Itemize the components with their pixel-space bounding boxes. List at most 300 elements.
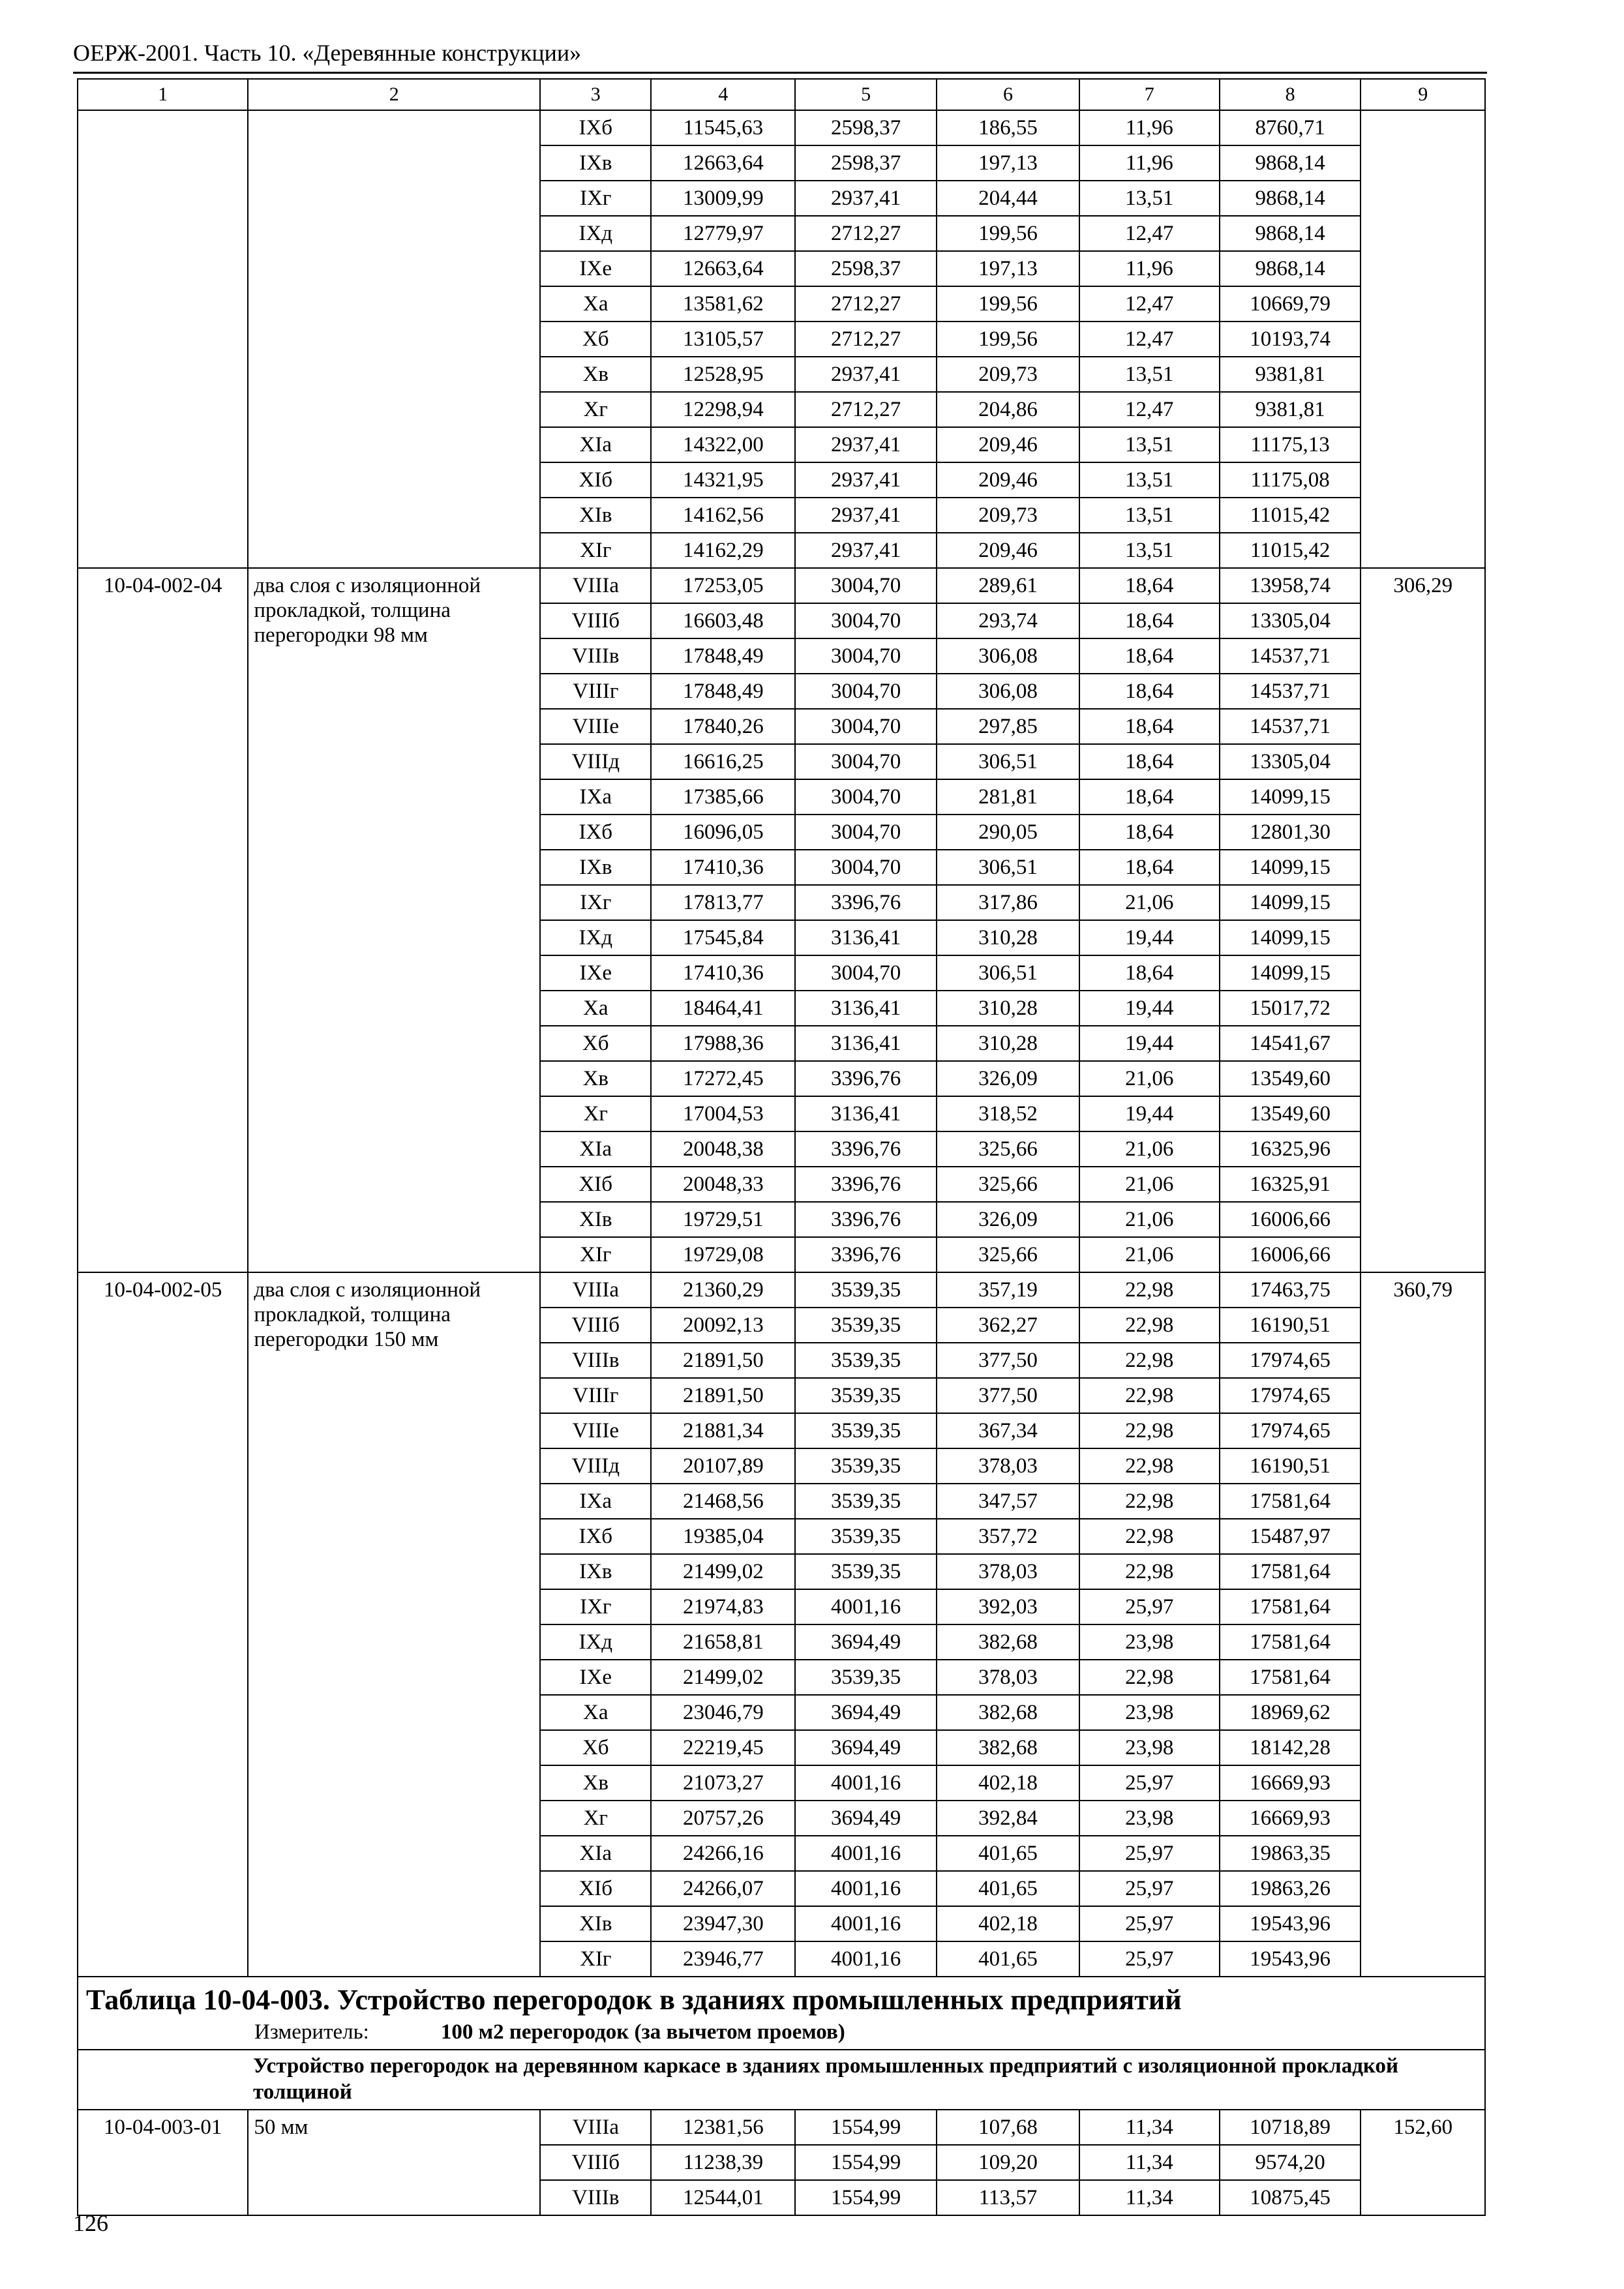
materials-cost: 10718,89 — [1220, 2110, 1361, 2145]
machinist-wage: 19,44 — [1079, 991, 1220, 1026]
total-cost: 24266,16 — [651, 1836, 795, 1871]
table-caption-row — [78, 1977, 1485, 2050]
machine-cost: 209,46 — [937, 462, 1079, 498]
total-cost: 23046,79 — [651, 1695, 795, 1730]
total-cost: 21468,56 — [651, 1484, 795, 1519]
region-code: XIб — [540, 1871, 651, 1906]
total-cost: 17272,45 — [651, 1061, 795, 1096]
materials-cost: 10193,74 — [1220, 322, 1361, 357]
machinist-wage: 13,51 — [1079, 533, 1220, 568]
region-code: IXв — [540, 1554, 651, 1589]
machine-cost: 392,84 — [937, 1801, 1079, 1836]
total-cost: 20092,13 — [651, 1308, 795, 1343]
region-code: Xг — [540, 1801, 651, 1836]
unaccounted-price: 152,60 — [1361, 2110, 1485, 2215]
labor-cost: 2712,27 — [795, 286, 937, 322]
machinist-wage: 22,98 — [1079, 1308, 1220, 1343]
table-row — [78, 110, 1485, 145]
machine-cost: 306,51 — [937, 955, 1079, 991]
rate-code: 10-04-002-05 — [78, 1272, 248, 1977]
materials-cost: 15017,72 — [1220, 991, 1361, 1026]
materials-cost: 17581,64 — [1220, 1554, 1361, 1589]
table-subtitle: Устройство перегородок на деревянном каркасе в зданиях промышленных предприятий с изоляционной прокладкой толщиной — [78, 2050, 1485, 2110]
total-cost: 21658,81 — [651, 1624, 795, 1660]
machinist-wage: 22,98 — [1079, 1343, 1220, 1378]
region-code: VIIIб — [540, 2145, 651, 2180]
materials-cost: 17581,64 — [1220, 1660, 1361, 1695]
materials-cost: 9868,14 — [1220, 251, 1361, 286]
materials-cost: 14099,15 — [1220, 850, 1361, 885]
machine-cost: 209,46 — [937, 533, 1079, 568]
machine-cost: 310,28 — [937, 920, 1079, 955]
machinist-wage: 11,34 — [1079, 2110, 1220, 2145]
labor-cost: 3004,70 — [795, 850, 937, 885]
rate-description — [248, 110, 540, 568]
machinist-wage: 21,06 — [1079, 1202, 1220, 1237]
labor-cost: 3004,70 — [795, 815, 937, 850]
machine-cost: 326,09 — [937, 1061, 1079, 1096]
total-cost: 21499,02 — [651, 1554, 795, 1589]
labor-cost: 3539,35 — [795, 1413, 937, 1448]
region-code: IXе — [540, 251, 651, 286]
materials-cost: 17974,65 — [1220, 1378, 1361, 1413]
region-code: XIб — [540, 462, 651, 498]
machinist-wage: 22,98 — [1079, 1660, 1220, 1695]
labor-cost: 2937,41 — [795, 498, 937, 533]
materials-cost: 9868,14 — [1220, 145, 1361, 181]
region-code: Xв — [540, 357, 651, 392]
total-cost: 14322,00 — [651, 427, 795, 462]
machinist-wage: 22,98 — [1079, 1554, 1220, 1589]
materials-cost: 16669,93 — [1220, 1801, 1361, 1836]
region-code: VIIIг — [540, 1378, 651, 1413]
machinist-wage: 23,98 — [1079, 1801, 1220, 1836]
materials-cost: 11015,42 — [1220, 533, 1361, 568]
machinist-wage: 23,98 — [1079, 1730, 1220, 1765]
machinist-wage: 11,34 — [1079, 2145, 1220, 2180]
machine-cost: 402,18 — [937, 1906, 1079, 1941]
labor-cost: 3004,70 — [795, 779, 937, 815]
region-code: XIг — [540, 1941, 651, 1977]
column-header: 1 — [78, 79, 248, 110]
region-code: VIIIа — [540, 568, 651, 603]
machinist-wage: 11,96 — [1079, 110, 1220, 145]
labor-cost: 3396,76 — [795, 1237, 937, 1272]
materials-cost: 19543,96 — [1220, 1941, 1361, 1977]
table-title: Таблица 10-04-003. Устройство перегородок в зданиях промышленных предприятий — [86, 1984, 1182, 2016]
total-cost: 20757,26 — [651, 1801, 795, 1836]
labor-cost: 3694,49 — [795, 1695, 937, 1730]
materials-cost: 14537,71 — [1220, 638, 1361, 674]
materials-cost: 15487,97 — [1220, 1519, 1361, 1554]
machinist-wage: 13,51 — [1079, 462, 1220, 498]
machine-cost: 306,08 — [937, 638, 1079, 674]
machine-cost: 401,65 — [937, 1941, 1079, 1977]
labor-cost: 1554,99 — [795, 2145, 937, 2180]
region-code: Xа — [540, 286, 651, 322]
materials-cost: 14099,15 — [1220, 920, 1361, 955]
labor-cost: 3539,35 — [795, 1519, 937, 1554]
machine-cost: 378,03 — [937, 1448, 1079, 1484]
total-cost: 17385,66 — [651, 779, 795, 815]
labor-cost: 2712,27 — [795, 322, 937, 357]
column-header: 2 — [248, 79, 540, 110]
total-cost: 19729,51 — [651, 1202, 795, 1237]
labor-cost: 3136,41 — [795, 991, 937, 1026]
materials-cost: 17974,65 — [1220, 1413, 1361, 1448]
labor-cost: 3539,35 — [795, 1378, 937, 1413]
machinist-wage: 13,51 — [1079, 357, 1220, 392]
region-code: XIв — [540, 1202, 651, 1237]
labor-cost: 2598,37 — [795, 145, 937, 181]
materials-cost: 9868,14 — [1220, 181, 1361, 216]
total-cost: 21360,29 — [651, 1272, 795, 1308]
total-cost: 14321,95 — [651, 462, 795, 498]
region-code: VIIIд — [540, 1448, 651, 1484]
labor-cost: 2712,27 — [795, 392, 937, 427]
total-cost: 12544,01 — [651, 2180, 795, 2215]
region-code: XIв — [540, 1906, 651, 1941]
total-cost: 19385,04 — [651, 1519, 795, 1554]
machinist-wage: 11,34 — [1079, 2180, 1220, 2215]
total-cost: 11545,63 — [651, 110, 795, 145]
region-code: VIIIа — [540, 1272, 651, 1308]
materials-cost: 17974,65 — [1220, 1343, 1361, 1378]
column-header: 4 — [651, 79, 795, 110]
machine-cost: 362,27 — [937, 1308, 1079, 1343]
region-code: IXа — [540, 779, 651, 815]
machine-cost: 347,57 — [937, 1484, 1079, 1519]
region-code: Xа — [540, 1695, 651, 1730]
machine-cost: 317,86 — [937, 885, 1079, 920]
machinist-wage: 18,64 — [1079, 674, 1220, 709]
region-code: Xв — [540, 1061, 651, 1096]
total-cost: 18464,41 — [651, 991, 795, 1026]
materials-cost: 8760,71 — [1220, 110, 1361, 145]
machinist-wage: 18,64 — [1079, 709, 1220, 744]
region-code: IXд — [540, 216, 651, 251]
labor-cost: 4001,16 — [795, 1589, 937, 1624]
machinist-wage: 19,44 — [1079, 1096, 1220, 1131]
units-line — [83, 2018, 1479, 2049]
page-header-title: ОЕРЖ-2001. Часть 10. «Деревянные конструкции» — [73, 40, 582, 66]
machinist-wage: 18,64 — [1079, 638, 1220, 674]
units-label: Измеритель: — [254, 2020, 369, 2044]
materials-cost: 13958,74 — [1220, 568, 1361, 603]
labor-cost: 3539,35 — [795, 1272, 937, 1308]
total-cost: 23946,77 — [651, 1941, 795, 1977]
total-cost: 21499,02 — [651, 1660, 795, 1695]
labor-cost: 3539,35 — [795, 1484, 937, 1519]
machine-cost: 367,34 — [937, 1413, 1079, 1448]
total-cost: 12663,64 — [651, 251, 795, 286]
machinist-wage: 18,64 — [1079, 779, 1220, 815]
total-cost: 16603,48 — [651, 603, 795, 638]
machine-cost: 109,20 — [937, 2145, 1079, 2180]
rate-code: 10-04-003-01 — [78, 2110, 248, 2215]
region-code: XIа — [540, 427, 651, 462]
region-code: VIIIд — [540, 744, 651, 779]
machinist-wage: 18,64 — [1079, 603, 1220, 638]
total-cost: 21073,27 — [651, 1765, 795, 1801]
labor-cost: 3004,70 — [795, 568, 937, 603]
machine-cost: 310,28 — [937, 1026, 1079, 1061]
labor-cost: 3539,35 — [795, 1554, 937, 1589]
machinist-wage: 13,51 — [1079, 181, 1220, 216]
materials-cost: 19863,35 — [1220, 1836, 1361, 1871]
region-code: XIа — [540, 1836, 651, 1871]
total-cost: 17545,84 — [651, 920, 795, 955]
materials-cost: 17581,64 — [1220, 1484, 1361, 1519]
total-cost: 14162,29 — [651, 533, 795, 568]
column-header: 7 — [1079, 79, 1220, 110]
units-value: 100 м2 перегородок (за вычетом проемов) — [440, 2020, 845, 2044]
machinist-wage: 25,97 — [1079, 1765, 1220, 1801]
labor-cost: 3396,76 — [795, 1131, 937, 1167]
labor-cost: 3004,70 — [795, 603, 937, 638]
labor-cost: 3004,70 — [795, 709, 937, 744]
region-code: XIг — [540, 1237, 651, 1272]
labor-cost: 1554,99 — [795, 2110, 937, 2145]
labor-cost: 2598,37 — [795, 110, 937, 145]
rates-table-body — [78, 79, 1485, 2215]
total-cost: 20048,33 — [651, 1167, 795, 1202]
machine-cost: 197,13 — [937, 145, 1079, 181]
machine-cost: 306,51 — [937, 744, 1079, 779]
labor-cost: 4001,16 — [795, 1836, 937, 1871]
machine-cost: 293,74 — [937, 603, 1079, 638]
region-code: Xв — [540, 1765, 651, 1801]
region-code: VIIIв — [540, 638, 651, 674]
machine-cost: 209,46 — [937, 427, 1079, 462]
materials-cost: 11015,42 — [1220, 498, 1361, 533]
labor-cost: 2937,41 — [795, 427, 937, 462]
labor-cost: 1554,99 — [795, 2180, 937, 2215]
machine-cost: 297,85 — [937, 709, 1079, 744]
region-code: IXб — [540, 815, 651, 850]
total-cost: 13105,57 — [651, 322, 795, 357]
machinist-wage: 22,98 — [1079, 1413, 1220, 1448]
region-code: VIIIе — [540, 1413, 651, 1448]
materials-cost: 9381,81 — [1220, 357, 1361, 392]
total-cost: 17848,49 — [651, 674, 795, 709]
machine-cost: 392,03 — [937, 1589, 1079, 1624]
machinist-wage: 22,98 — [1079, 1484, 1220, 1519]
region-code: VIIIв — [540, 2180, 651, 2215]
materials-cost: 16190,51 — [1220, 1448, 1361, 1484]
region-code: IXб — [540, 1519, 651, 1554]
machine-cost: 310,28 — [937, 991, 1079, 1026]
total-cost: 12779,97 — [651, 216, 795, 251]
labor-cost: 2937,41 — [795, 181, 937, 216]
materials-cost: 14541,67 — [1220, 1026, 1361, 1061]
machine-cost: 318,52 — [937, 1096, 1079, 1131]
machine-cost: 325,66 — [937, 1131, 1079, 1167]
unaccounted-price: 306,29 — [1361, 568, 1485, 1272]
materials-cost: 13305,04 — [1220, 744, 1361, 779]
region-code: IXв — [540, 850, 651, 885]
machinist-wage: 12,47 — [1079, 216, 1220, 251]
machine-cost: 377,50 — [937, 1378, 1079, 1413]
total-cost: 19729,08 — [651, 1237, 795, 1272]
materials-cost: 16006,66 — [1220, 1237, 1361, 1272]
total-cost: 13009,99 — [651, 181, 795, 216]
machine-cost: 209,73 — [937, 498, 1079, 533]
region-code: IXг — [540, 181, 651, 216]
materials-cost: 14099,15 — [1220, 885, 1361, 920]
rate-description: два слоя с изоляционной прокладкой, толщина перегородки 98 мм — [248, 568, 540, 1272]
column-header: 8 — [1220, 79, 1361, 110]
machinist-wage: 21,06 — [1079, 1167, 1220, 1202]
labor-cost: 4001,16 — [795, 1765, 937, 1801]
materials-cost: 14537,71 — [1220, 674, 1361, 709]
machinist-wage: 21,06 — [1079, 885, 1220, 920]
column-header: 3 — [540, 79, 651, 110]
labor-cost: 4001,16 — [795, 1941, 937, 1977]
materials-cost: 14099,15 — [1220, 955, 1361, 991]
materials-cost: 16669,93 — [1220, 1765, 1361, 1801]
column-header: 9 — [1361, 79, 1485, 110]
machinist-wage: 22,98 — [1079, 1448, 1220, 1484]
materials-cost: 10669,79 — [1220, 286, 1361, 322]
unaccounted-price — [1361, 110, 1485, 568]
machinist-wage: 11,96 — [1079, 251, 1220, 286]
total-cost: 24266,07 — [651, 1871, 795, 1906]
labor-cost: 3004,70 — [795, 955, 937, 991]
labor-cost: 3539,35 — [795, 1448, 937, 1484]
materials-cost: 13549,60 — [1220, 1096, 1361, 1131]
labor-cost: 4001,16 — [795, 1871, 937, 1906]
labor-cost: 3136,41 — [795, 1096, 937, 1131]
machinist-wage: 18,64 — [1079, 744, 1220, 779]
region-code: IXд — [540, 1624, 651, 1660]
total-cost: 17410,36 — [651, 850, 795, 885]
region-code: XIв — [540, 498, 651, 533]
materials-cost: 14537,71 — [1220, 709, 1361, 744]
materials-cost: 11175,08 — [1220, 462, 1361, 498]
materials-cost: 17463,75 — [1220, 1272, 1361, 1308]
machinist-wage: 18,64 — [1079, 955, 1220, 991]
labor-cost: 2598,37 — [795, 251, 937, 286]
region-code: Xб — [540, 322, 651, 357]
machine-cost: 186,55 — [937, 110, 1079, 145]
machinist-wage: 23,98 — [1079, 1695, 1220, 1730]
total-cost: 13581,62 — [651, 286, 795, 322]
machinist-wage: 25,97 — [1079, 1871, 1220, 1906]
machine-cost: 382,68 — [937, 1624, 1079, 1660]
labor-cost: 3694,49 — [795, 1624, 937, 1660]
column-header: 6 — [937, 79, 1079, 110]
total-cost: 21974,83 — [651, 1589, 795, 1624]
materials-cost: 9868,14 — [1220, 216, 1361, 251]
labor-cost: 3539,35 — [795, 1308, 937, 1343]
labor-cost: 3396,76 — [795, 1167, 937, 1202]
machine-cost: 197,13 — [937, 251, 1079, 286]
total-cost: 17988,36 — [651, 1026, 795, 1061]
region-code: VIIIе — [540, 709, 651, 744]
materials-cost: 13549,60 — [1220, 1061, 1361, 1096]
machinist-wage: 19,44 — [1079, 1026, 1220, 1061]
table-row — [78, 2110, 1485, 2145]
region-code: Xа — [540, 991, 651, 1026]
total-cost: 11238,39 — [651, 2145, 795, 2180]
machinist-wage: 18,64 — [1079, 850, 1220, 885]
total-cost: 17813,77 — [651, 885, 795, 920]
total-cost: 20107,89 — [651, 1448, 795, 1484]
total-cost: 17840,26 — [651, 709, 795, 744]
machine-cost: 402,18 — [937, 1765, 1079, 1801]
machine-cost: 199,56 — [937, 322, 1079, 357]
region-code: IXд — [540, 920, 651, 955]
total-cost: 20048,38 — [651, 1131, 795, 1167]
region-code: IXб — [540, 110, 651, 145]
materials-cost: 16190,51 — [1220, 1308, 1361, 1343]
total-cost: 16616,25 — [651, 744, 795, 779]
region-code: IXа — [540, 1484, 651, 1519]
machinist-wage: 25,97 — [1079, 1836, 1220, 1871]
machine-cost: 326,09 — [937, 1202, 1079, 1237]
region-code: Xб — [540, 1730, 651, 1765]
materials-cost: 10875,45 — [1220, 2180, 1361, 2215]
table-row — [78, 568, 1485, 603]
machine-cost: 199,56 — [937, 216, 1079, 251]
column-header: 5 — [795, 79, 937, 110]
machinist-wage: 12,47 — [1079, 392, 1220, 427]
materials-cost: 19543,96 — [1220, 1906, 1361, 1941]
total-cost: 17410,36 — [651, 955, 795, 991]
machinist-wage: 19,44 — [1079, 920, 1220, 955]
materials-cost: 9574,20 — [1220, 2145, 1361, 2180]
machine-cost: 306,08 — [937, 674, 1079, 709]
total-cost: 12298,94 — [651, 392, 795, 427]
machine-cost: 281,81 — [937, 779, 1079, 815]
total-cost: 17004,53 — [651, 1096, 795, 1131]
labor-cost: 3539,35 — [795, 1660, 937, 1695]
labor-cost: 2937,41 — [795, 533, 937, 568]
region-code: VIIIа — [540, 2110, 651, 2145]
materials-cost: 17581,64 — [1220, 1589, 1361, 1624]
region-code: Xг — [540, 392, 651, 427]
labor-cost: 3136,41 — [795, 920, 937, 955]
region-code: VIIIв — [540, 1343, 651, 1378]
labor-cost: 3396,76 — [795, 1202, 937, 1237]
machine-cost: 382,68 — [937, 1695, 1079, 1730]
labor-cost: 3004,70 — [795, 638, 937, 674]
materials-cost: 16325,91 — [1220, 1167, 1361, 1202]
labor-cost: 3136,41 — [795, 1026, 937, 1061]
machine-cost: 378,03 — [937, 1554, 1079, 1589]
machinist-wage: 22,98 — [1079, 1378, 1220, 1413]
machinist-wage: 22,98 — [1079, 1519, 1220, 1554]
materials-cost: 14099,15 — [1220, 779, 1361, 815]
labor-cost: 3004,70 — [795, 744, 937, 779]
machine-cost: 357,19 — [937, 1272, 1079, 1308]
labor-cost: 3004,70 — [795, 674, 937, 709]
machine-cost: 204,86 — [937, 392, 1079, 427]
materials-cost: 11175,13 — [1220, 427, 1361, 462]
machine-cost: 325,66 — [937, 1167, 1079, 1202]
table-caption-cell — [78, 1977, 1485, 2050]
machine-cost: 378,03 — [937, 1660, 1079, 1695]
machine-cost: 325,66 — [937, 1237, 1079, 1272]
labor-cost: 2937,41 — [795, 462, 937, 498]
materials-cost: 9381,81 — [1220, 392, 1361, 427]
machinist-wage: 21,06 — [1079, 1131, 1220, 1167]
total-cost: 12528,95 — [651, 357, 795, 392]
machinist-wage: 21,06 — [1079, 1237, 1220, 1272]
machine-cost: 209,73 — [937, 357, 1079, 392]
machinist-wage: 22,98 — [1079, 1272, 1220, 1308]
